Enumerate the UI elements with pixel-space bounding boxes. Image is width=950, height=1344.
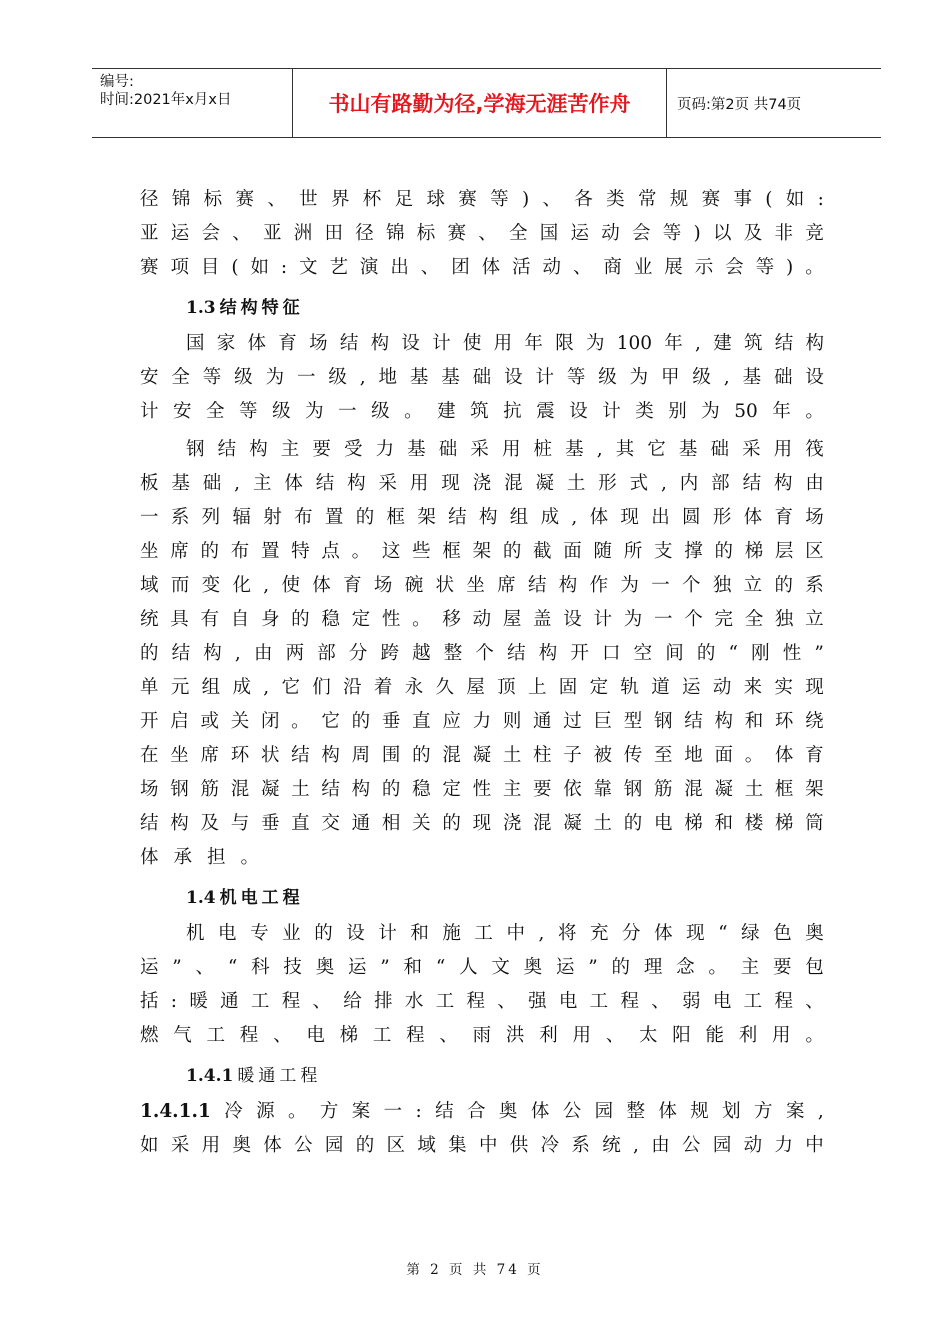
text-line: 统 具 有 自 身 的 稳 定 性 。 移 动 屋 盖 设 计 为 一 个 完 全 独 立: [140, 609, 824, 630]
header-motto: 书山有路勤为径,学海无涯苦作舟: [292, 69, 667, 137]
paragraph: [140, 1095, 824, 1163]
text-line: 结 构 及 与 垂 直 交 通 相 关 的 现 浇 混 凝 土 的 电 梯 和 楼 梯 筒: [140, 813, 824, 834]
section-heading: [140, 879, 824, 917]
section-number: 1.4: [186, 888, 216, 908]
document-body: [140, 183, 824, 1167]
text-line: 在 坐 席 环 状 结 构 周 围 的 混 凝 土 柱 子 被 传 至 地 面 。 体 育: [140, 745, 824, 766]
text-line: 赛 项 目 ( 如 : 文 艺 演 出 、 团 体 活 动 、 商 业 展 示 会 等 ) 。: [140, 257, 824, 278]
section-number: 1.3: [186, 298, 216, 318]
paragraph: [140, 917, 824, 1053]
text-line: 燃 气 工 程 、 电 梯 工 程 、 雨 洪 利 用 、 太 阳 能 利 用 。: [140, 1025, 824, 1046]
section-title: 机电工程: [219, 888, 304, 908]
section-title: 结构特征: [219, 298, 304, 318]
section-number: 1.4.1: [186, 1066, 234, 1086]
document-number-label: 编号:: [100, 74, 134, 90]
text-line: 机 电 专 业 的 设 计 和 施 工 中 , 将 充 分 体 现 “ 绿 色 奥: [186, 923, 824, 944]
text-line: 的 结 构 , 由 两 部 分 跨 越 整 个 结 构 开 口 空 间 的 “ 刚 性 ”: [140, 643, 824, 664]
text-line: 径 锦 标 赛 、 世 界 杯 足 球 赛 等 ) 、 各 类 常 规 赛 事 ( 如 :: [140, 189, 824, 210]
text-line: 一 系 列 辐 射 布 置 的 框 架 结 构 组 成 , 体 现 出 圆 形 体 育 场: [140, 507, 824, 528]
header-page-info: 页码:第2页 共74页: [677, 96, 802, 113]
text-line: 运 ” 、 “ 科 技 奥 运 ” 和 “ 人 文 奥 运 ” 的 理 念 。 主 要 包: [140, 957, 824, 978]
document-time-label: 时间:2021年x月x日: [100, 92, 232, 108]
text-line: 体 承 担 。: [140, 847, 260, 868]
paragraph: [140, 433, 824, 875]
section-heading: [140, 1057, 824, 1095]
text-line: 1.4.1.1 冷 源 。 方 案 一 : 结 合 奥 体 公 园 整 体 规 划 方 案 ,: [140, 1101, 824, 1122]
text-line: 括 : 暖 通 工 程 、 给 排 水 工 程 、 强 电 工 程 、 弱 电 工 程 、: [140, 991, 824, 1012]
page-footer: 第 2 页 共 74 页: [406, 1262, 544, 1278]
text-line: 亚 运 会 、 亚 洲 田 径 锦 标 赛 、 全 国 运 动 会 等 ) 以 及 非 竞: [140, 223, 824, 244]
text-line: 开 启 或 关 闭 。 它 的 垂 直 应 力 则 通 过 巨 型 钢 结 构 和 环 绕: [140, 711, 824, 732]
text-line: 钢 结 构 主 要 受 力 基 础 采 用 桩 基 , 其 它 基 础 采 用 筏: [186, 439, 824, 460]
text-line: 单 元 组 成 , 它 们 沿 着 永 久 屋 顶 上 固 定 轨 道 运 动 来 实 现: [140, 677, 824, 698]
text-line: 域 而 变 化 , 使 体 育 场 碗 状 坐 席 结 构 作 为 一 个 独 立 的 系: [140, 575, 824, 596]
paragraph: [140, 327, 824, 429]
section-title: 暖通工程: [237, 1066, 322, 1086]
header-table: [92, 68, 881, 138]
text-line: 安 全 等 级 为 一 级 , 地 基 基 础 设 计 等 级 为 甲 级 , 基 础 设: [140, 367, 824, 388]
text-line: 如 采 用 奥 体 公 园 的 区 域 集 中 供 冷 系 统 , 由 公 园 动 力 中: [140, 1135, 824, 1156]
text-line: 计 安 全 等 级 为 一 级 。 建 筑 抗 震 设 计 类 别 为 50 年 。: [140, 401, 824, 422]
paragraph: [140, 183, 824, 285]
text-line: 板 基 础 , 主 体 结 构 采 用 现 浇 混 凝 土 形 式 , 内 部 结 构 由: [140, 473, 824, 494]
text-line: 坐 席 的 布 置 特 点 。 这 些 框 架 的 截 面 随 所 支 撑 的 梯 层 区: [140, 541, 824, 562]
text-line: 场 钢 筋 混 凝 土 结 构 的 稳 定 性 主 要 依 靠 钢 筋 混 凝 土 框 架: [140, 779, 824, 800]
header-meta: [92, 69, 292, 137]
text-line: 国 家 体 育 场 结 构 设 计 使 用 年 限 为 100 年 , 建 筑 结 构: [186, 333, 824, 354]
section-heading: [140, 289, 824, 327]
